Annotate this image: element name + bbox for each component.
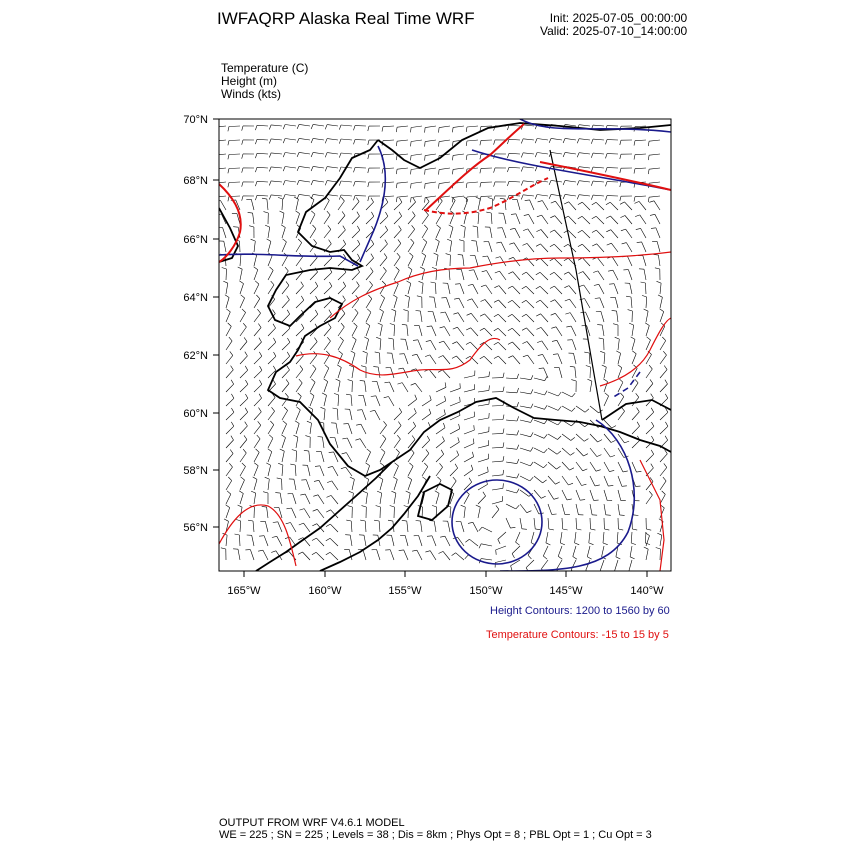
- lon-label-165: 165°W: [227, 585, 261, 597]
- lon-label-145: 145°W: [549, 585, 583, 597]
- lat-label-60: 60°N: [183, 408, 208, 420]
- lon-label-150: 150°W: [469, 585, 503, 597]
- variable-height: Height (m): [221, 74, 278, 88]
- variable-winds: Winds (kts): [221, 87, 281, 101]
- lat-label-66: 66°N: [183, 234, 208, 246]
- lon-label-140: 140°W: [630, 585, 664, 597]
- valid-time: Valid: 2025-07-10_14:00:00: [540, 24, 688, 38]
- lat-label-62: 62°N: [183, 350, 208, 362]
- lon-labels: [227, 585, 664, 597]
- lat-label-68: 68°N: [183, 175, 208, 187]
- lat-ticks: [213, 119, 219, 527]
- lat-labels: [183, 114, 208, 534]
- lon-label-155: 155°W: [388, 585, 422, 597]
- lon-label-160: 160°W: [308, 585, 342, 597]
- height-contours-note: Height Contours: 1200 to 1560 by 60: [490, 605, 670, 617]
- lat-label-58: 58°N: [183, 465, 208, 477]
- variable-temperature: Temperature (C): [221, 61, 309, 75]
- temperature-contours-note: Temperature Contours: -15 to 15 by 5: [486, 629, 669, 641]
- lat-label-70: 70°N: [183, 114, 208, 126]
- init-time: Init: 2025-07-05_00:00:00: [549, 11, 688, 25]
- map-title: IWFAQRP Alaska Real Time WRF: [217, 9, 475, 28]
- lon-ticks: [244, 571, 647, 577]
- footer-model: OUTPUT FROM WRF V4.6.1 MODEL: [219, 817, 405, 829]
- lat-label-64: 64°N: [183, 292, 208, 304]
- lat-label-56: 56°N: [183, 522, 208, 534]
- model-footer: [219, 817, 652, 841]
- footer-settings: WE = 225 ; SN = 225 ; Levels = 38 ; Dis = 8km ; Phys Opt = 8 ; PBL Opt = 1 ; Cu Opt = 3: [219, 829, 652, 841]
